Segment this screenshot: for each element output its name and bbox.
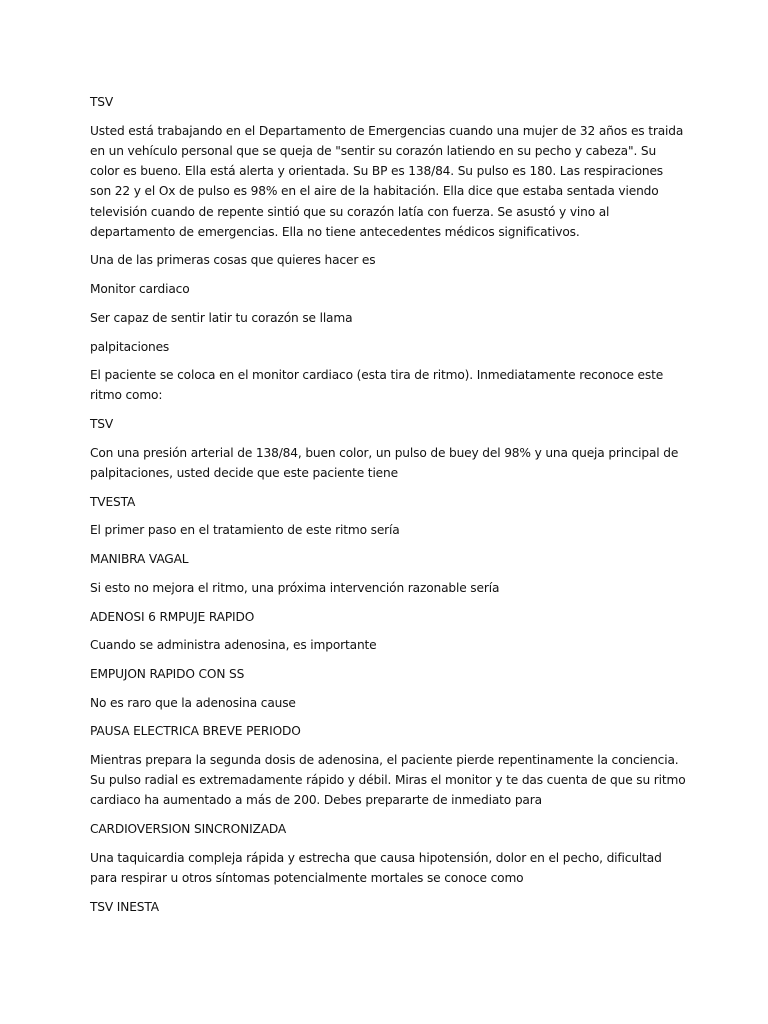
answer-vagal-maneuver: MANIBRA VAGAL [90,552,189,567]
answer-cardiac-monitor: Monitor cardiaco [90,282,190,297]
question-feeling-heartbeat: Ser capaz de sentir latir tu corazón se llama [90,310,353,325]
question-adenosine-effect: No es raro que la adenosina cause [90,695,296,710]
answer-tsv: TSV [90,417,114,432]
answer-stable: TVESTA [90,494,136,509]
question-next-intervention: Si esto no mejora el ritmo, una próxima intervención razonable sería [90,580,500,595]
question-rhythm-recognition: El paciente se coloca en el monitor cardiaco (esta tira de ritmo). Inmediatamente reconoce este ritmo como: [90,368,664,403]
question-first-treatment-step: El primer paso en el tratamiento de este ritmo sería [90,523,400,538]
answer-rapid-push-flush: EMPUJON RAPIDO CON SS [90,666,245,681]
doc-heading-tsv: TSV [90,95,114,109]
answer-adenosine-push: ADENOSI 6 RMPUJE RAPIDO [90,609,255,624]
question-patient-status: Con una presión arterial de 138/84, buen color, un pulso de buey del 98% y una queja principal de palpitaciones, usted decide que este paciente tiene [90,445,679,481]
document-body [90,92,686,926]
question-first-action: Una de las primeras cosas que quieres hacer es [90,253,376,268]
question-unstable-patient: Mientras prepara la segunda dosis de adenosina, el paciente pierde repentinamente la conciencia. Su pulso radial es extremadamente rápido y débil. Miras el monitor y te das cuenta de que su ritmo cardiaco ha aumentado a más de 200. Debes prepararte de inmediato para [90,753,686,808]
answer-palpitations: palpitaciones [90,339,170,354]
answer-synchronized-cardioversion: CARDIOVERSION SINCRONIZADA [90,822,287,837]
question-adenosine-administration: Cuando se administra adenosina, es importante [90,638,377,653]
question-unstable-tachycardia: Una taquicardia compleja rápida y estrecha que causa hipotensión, dolor en el pecho, dificultad para respirar u otros síntomas potencialmente mortales se conoce como [90,850,662,886]
case-description-paragraph: Usted está trabajando en el Departamento de Emergencias cuando una mujer de 32 años es traida en un vehículo personal que se queja de "sentir su corazón latiendo en su pecho y cabeza". Su color es bueno. Ella está alerta y orientada. Su BP es 138/84. Su pulso es 180. Las respiraciones son 22 y el Ox de pulso es 98% en el aire de la habitación. Ella dice que estaba sentada viendo televisión cuando de repente sintió que su corazón latía con fuerza. Se asustó y vino al departamento de emergencias. Ella no tiene antecedentes médicos significativos. [90,123,684,239]
answer-electrical-pause: PAUSA ELECTRICA BREVE PERIODO [90,724,301,739]
answer-unstable-tsv: TSV INESTA [90,899,159,914]
